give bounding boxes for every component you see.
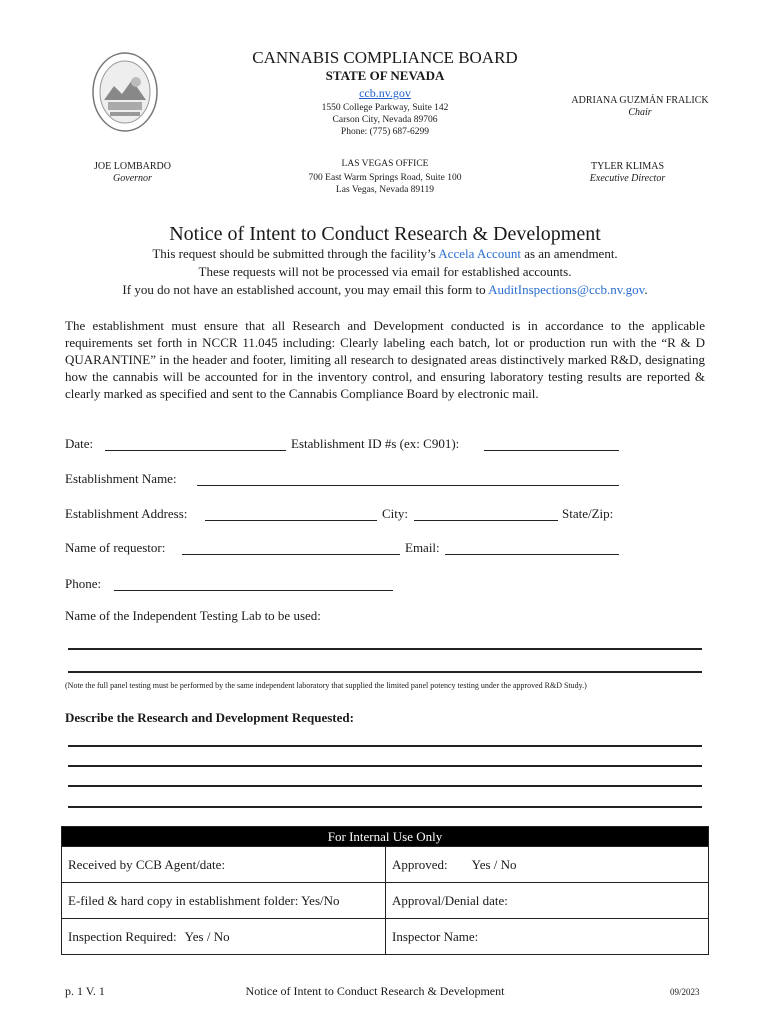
inspection-required-cell[interactable] [62, 919, 386, 955]
address-line-2: Carson City, Nevada 89706 [332, 115, 438, 125]
state-name: STATE OF NEVADA [325, 68, 445, 83]
lv-address-2: Las Vegas, Nevada 89119 [335, 185, 435, 195]
executive-director-title: Executive Director [589, 173, 666, 184]
board-title: CANNABIS COMPLIANCE BOARD [252, 48, 518, 67]
requirements-paragraph: The establishment must ensure that all Research and Development conducted is in accordance to the applicable requirements set forth in NCCR 11.045 including: Clearly labeling each batch, lot or production run with the “R & D QUARANTINE” in the header and footer, limiting all research to designated areas distinctively marked R&D, designating how the cannabis will be accounted for in the inventory control, and ensuring laboratory testing results are reported & clearly marked as specified and sent to the Cannabis Compliance Board by electronic mail. [65, 318, 705, 401]
phone-field[interactable] [114, 590, 393, 591]
chair-title: Chair [628, 107, 652, 118]
address-line-1: 1550 College Parkway, Suite 142 [321, 103, 449, 113]
internal-use-table [61, 826, 709, 955]
requestor-field[interactable] [182, 554, 400, 555]
date-field[interactable] [105, 450, 286, 451]
establishment-name-field[interactable] [197, 485, 619, 486]
requestor-label: Name of requestor: [65, 540, 166, 555]
testing-lab-label: Name of the Independent Testing Lab to be used: [65, 608, 321, 623]
city-field[interactable] [414, 520, 558, 521]
received-by-cell[interactable] [62, 847, 386, 883]
chair-name: ADRIANA GUZMÁN FRALICK [571, 95, 709, 106]
instruction-line-3 [40, 282, 730, 298]
inspector-name-label: Inspector Name: [392, 928, 479, 944]
describe-heading: Describe the Research and Development Requested: [65, 710, 354, 725]
lv-office-title: LAS VEGAS OFFICE [341, 159, 429, 169]
accela-account-link[interactable]: Accela Account [438, 246, 521, 261]
instruction-text: If you do not have an established account, you may email this form to [122, 282, 489, 297]
approval-date-label: Approval/Denial date: [392, 892, 508, 908]
testing-lab-line-1[interactable] [68, 648, 702, 650]
describe-line-4[interactable] [68, 806, 702, 808]
email-label: Email: [405, 540, 440, 555]
date-label: Date: [65, 436, 94, 451]
inspector-name-cell[interactable] [386, 919, 709, 955]
approved-cell[interactable] [386, 847, 709, 883]
received-by-label: Received by CCB Agent/date: [68, 856, 226, 872]
governor-title: Governor [113, 173, 152, 184]
approved-label: Approved: [392, 856, 448, 872]
internal-use-header: For Internal Use Only [62, 827, 709, 847]
describe-line-3[interactable] [68, 785, 702, 787]
phone-number: Phone: (775) 687-6299 [340, 127, 430, 137]
inspection-options[interactable]: Yes / No [184, 928, 230, 944]
executive-director-name: TYLER KLIMAS [590, 161, 665, 172]
testing-note: (Note the full panel testing must be performed by the same independent laboratory that supplied the limited panel potency testing under the approved R&D Study.) [65, 681, 587, 690]
phone-label: Phone: [65, 576, 102, 591]
inspection-required-label: Inspection Required: [68, 928, 177, 944]
city-label: City: [382, 506, 409, 521]
establishment-id-field[interactable] [484, 450, 619, 451]
instruction-text: This request should be submitted through the facility’s [152, 246, 439, 261]
establishment-address-label: Establishment Address: [65, 506, 188, 521]
footer-page-number: p. 1 V. 1 [65, 984, 105, 998]
describe-line-1[interactable] [68, 745, 702, 747]
state-zip-label: State/Zip: [562, 506, 614, 521]
establishment-name-label: Establishment Name: [65, 471, 177, 486]
efiled-label: E-filed & hard copy in establishment folder: Yes/No [68, 892, 340, 908]
establishment-address-field[interactable] [205, 520, 377, 521]
notice-title: Notice of Intent to Conduct Research & Development [169, 223, 601, 245]
website-link[interactable]: ccb.nv.gov [359, 86, 411, 100]
governor-name: JOE LOMBARDO [94, 161, 171, 172]
state-seal-logo [92, 52, 158, 132]
footer-title: Notice of Intent to Conduct Research & Development [245, 984, 505, 998]
instruction-line-1 [40, 246, 730, 262]
testing-lab-line-2[interactable] [68, 671, 702, 673]
footer-date: 09/2023 [670, 987, 700, 997]
approved-options[interactable]: Yes / No [471, 856, 517, 872]
email-field[interactable] [445, 554, 619, 555]
approval-date-cell[interactable] [386, 883, 709, 919]
instruction-text: . [644, 282, 648, 297]
lv-address-1: 700 East Warm Springs Road, Suite 100 [308, 173, 462, 183]
describe-line-2[interactable] [68, 765, 702, 767]
establishment-id-label: Establishment ID #s (ex: C901): [291, 436, 460, 451]
audit-email-link[interactable]: AuditInspections@ccb.nv.gov [488, 282, 645, 297]
efiled-cell[interactable] [62, 883, 386, 919]
instruction-text: as an amendment. [520, 246, 618, 261]
instruction-line-2: These requests will not be processed via email for established accounts. [198, 264, 572, 279]
